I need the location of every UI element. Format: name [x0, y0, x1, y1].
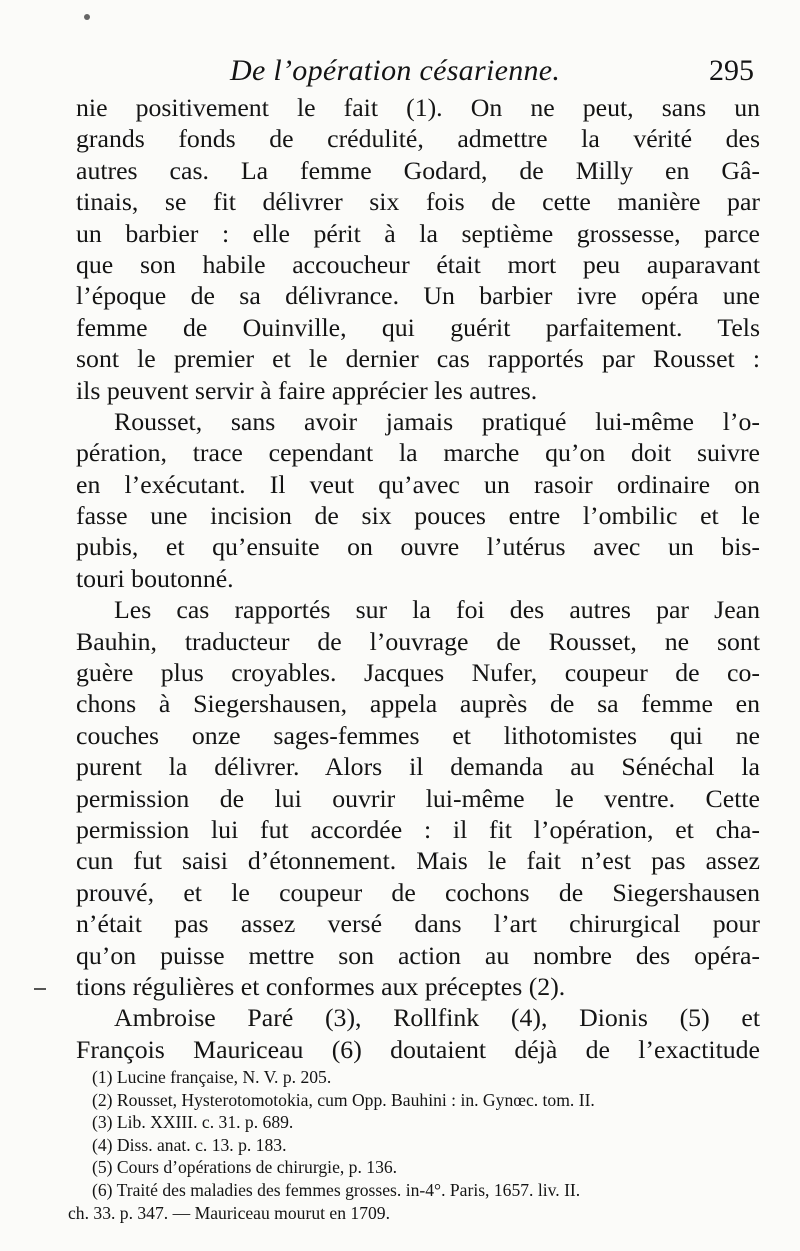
page-number: 295: [709, 54, 754, 87]
text-line: touri boutonné.: [76, 563, 234, 593]
text-line: François Mauriceau (6) doutaient déjà de l’exactitude: [76, 1034, 760, 1064]
text-line: femme de Ouinville, qui guérit parfaitement. Tels: [76, 312, 760, 342]
text-line: en l’exécutant. Il veut qu’avec un rasoir ordinaire on: [76, 469, 760, 499]
footnote: (5) Cours d’opérations de chirurgie, p. 136.: [92, 1157, 398, 1178]
text-line: nie positivement le fait (1). On ne peut, sans un: [76, 93, 760, 122]
text-line: tions régulières et conformes aux préceptes (2).: [76, 971, 566, 1001]
text-line: n’était pas assez versé dans l’art chirurgical pour: [76, 909, 760, 939]
text-line: chons à Siegershausen, appela auprès de sa femme en: [76, 689, 760, 719]
ink-speck: [84, 14, 90, 20]
text-line: tinais, se fit délivrer six fois de cette manière par: [76, 187, 760, 217]
text-line: Ambroise Paré (3), Rollfink (4), Dionis (5) et: [114, 1003, 760, 1033]
text-line: Bauhin, traducteur de l’ouvrage de Rousset, ne sont: [76, 626, 760, 656]
text-line: pération, trace cependant la marche qu’on doit suivre: [76, 438, 760, 468]
text-line: grands fonds de crédulité, admettre la vérité des: [76, 124, 760, 154]
text-line: autres cas. La femme Godard, de Milly en Gâ-: [76, 155, 760, 185]
text-line: permission lui fut accordée : il fit l’opération, et cha-: [76, 814, 760, 844]
text-line: couches onze sages-femmes et lithotomistes qui ne: [76, 720, 760, 750]
footnotes: [68, 1066, 768, 1224]
running-title: De l’opération césarienne.: [230, 54, 561, 87]
footnote: (2) Rousset, Hysterotomotokia, cum Opp. Bauhini : in. Gynœc. tom. II.: [92, 1089, 595, 1110]
page-header: [76, 46, 766, 90]
text-line: guère plus croyables. Jacques Nufer, coupeur de co-: [76, 658, 760, 688]
text-line: que son habile accoucheur était mort peu auparavant: [76, 249, 760, 279]
text-line: pubis, et qu’ensuite on ouvre l’utérus avec un bis-: [76, 532, 760, 562]
footnote: (3) Lib. XXIII. c. 31. p. 689.: [92, 1112, 294, 1133]
text-line: sont le premier et le dernier cas rapportés par Rousset :: [76, 344, 760, 374]
footnote: (1) Lucine française, N. V. p. 205.: [92, 1067, 332, 1087]
text-line: Les cas rapportés sur la foi des autres par Jean: [114, 595, 760, 625]
footnote: (6) Traité des maladies des femmes grosses. in-4°. Paris, 1657. liv. II.: [92, 1179, 581, 1200]
footnote: (4) Diss. anat. c. 13. p. 183.: [92, 1134, 287, 1155]
text-line: permission de lui ouvrir lui-même le ventre. Cette: [76, 783, 760, 813]
text-line: purent la délivrer. Alors il demanda au Sénéchal la: [76, 752, 760, 782]
text-line: un barbier : elle périt à la septième grossesse, parce: [76, 218, 760, 248]
text-line: fasse une incision de six pouces entre l’ombilic et le: [76, 501, 760, 531]
text-line: cun fut saisi d’étonnement. Mais le fait n’est pas assez: [76, 846, 760, 876]
text-line: l’époque de sa délivrance. Un barbier ivre opéra une: [76, 281, 760, 311]
text-line: ils peuvent servir à faire apprécier les autres.: [76, 375, 538, 405]
footnote-continuation: ch. 33. p. 347. — Mauriceau mourut en 1709.: [68, 1202, 390, 1223]
text-line: Rousset, sans avoir jamais pratiqué lui-même l’o-: [114, 406, 760, 436]
body-text: [76, 92, 760, 1065]
text-line: prouvé, et le coupeur de cochons de Siegershausen: [76, 877, 760, 907]
text-line: qu’on puisse mettre son action au nombre des opéra-: [76, 940, 760, 970]
margin-dash: [34, 988, 46, 990]
